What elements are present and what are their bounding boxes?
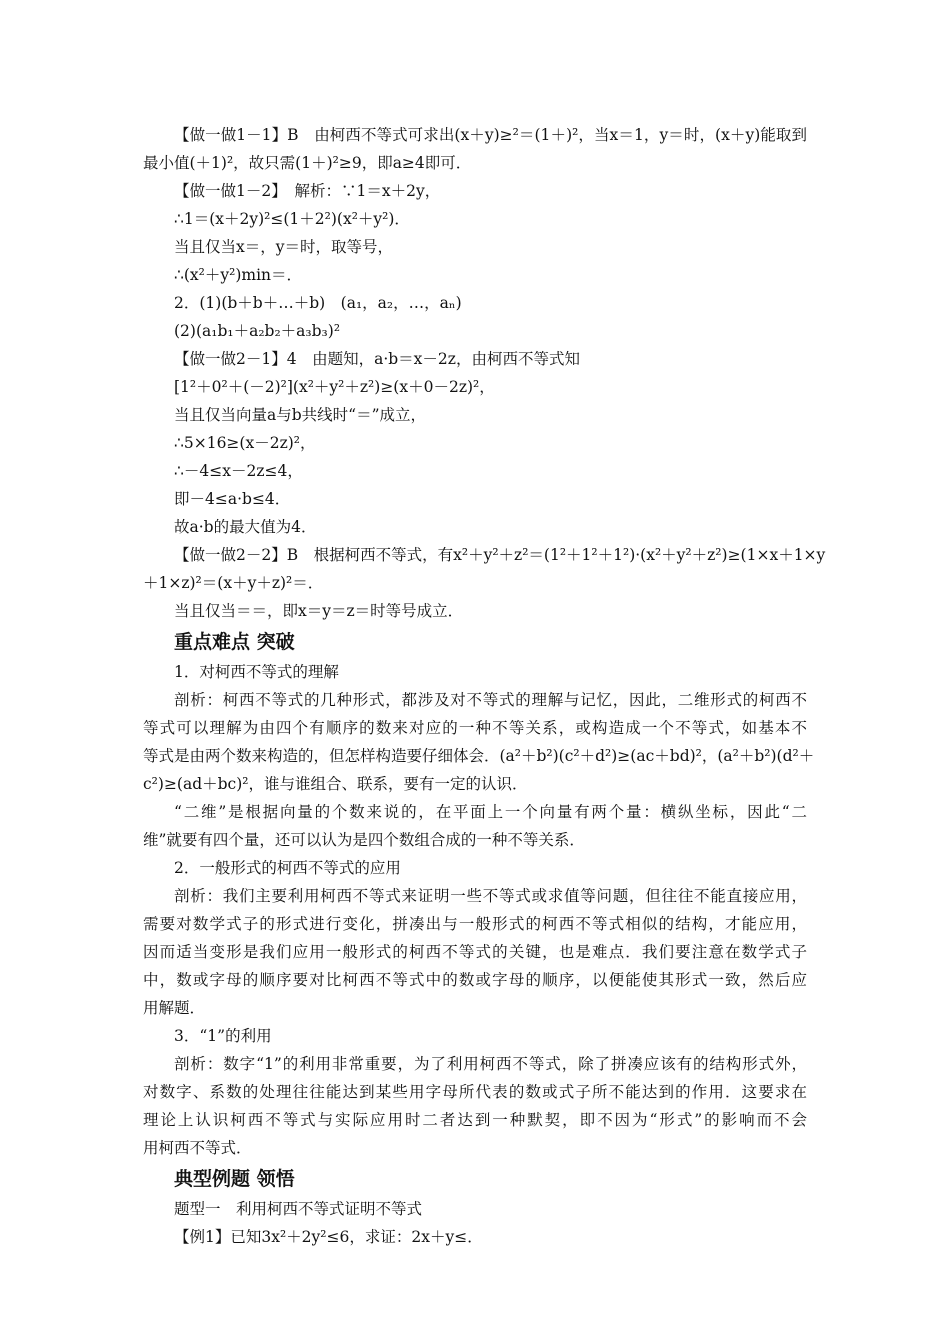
text-line: 即－4≤a·b≤4． [174,490,291,508]
subheading: 2．一般形式的柯西不等式的应用 [174,859,401,877]
text-line: 最小值(＋1)²，故只需(1＋)²≥9，即a≥4即可． [143,154,472,172]
document-body [143,121,826,1251]
text-line: 中，数或字母的顺序要对比柯西不等式中的数或字母的顺序，以便能使其形式一致，然后应 [143,971,807,989]
subheading: 题型一 利用柯西不等式证明不等式 [174,1200,423,1218]
section-heading: 典型例题 领悟 [174,1168,295,1190]
text-line: c²)≥(ad＋bc)²，谁与谁组合、联系，要有一定的认识． [143,775,528,793]
text-line: 需要对数学式子的形式进行变化，拼凑出与一般形式的柯西不等式相似的结构，才能应用， [143,915,807,933]
text-line: ＋1×z)²＝(x＋y＋z)²＝． [143,574,324,592]
subheading: 3．“1”的利用 [174,1027,272,1045]
text-line: 故a·b的最大值为4． [174,518,317,536]
text-line: 当且仅当向量a与b共线时“＝”成立， [174,406,427,424]
text-line: 当且仅当＝＝，即x＝y＝z＝时等号成立． [174,602,464,620]
text-line: (2)(a₁b₁＋a₂b₂＋a₃b₃)² [174,322,341,340]
text-line: 对数字、系数的处理往往能达到某些用字母所代表的数或式子所不能达到的作用．这要求在 [143,1083,807,1101]
text-line: 用解题． [143,999,206,1017]
text-line: ∴1＝(x＋2y)²≤(1＋2²)(x²＋y²)． [174,210,410,228]
text-line: ∴5×16≥(x－2z)²， [174,434,316,452]
section-heading: 重点难点 突破 [174,631,295,653]
text-line: 当且仅当x＝，y＝时，取等号， [174,238,393,256]
text-line: 【做一做2－2】B 根据柯西不等式，有x²＋y²＋z²＝(1²＋1²＋1²)·(x²＋y²＋z²)≥(1×x＋1×y [174,546,826,564]
text-line: 因而适当变形是我们应用一般形式的柯西不等式的关键，也是难点．我们要注意在数学式子 [143,943,807,961]
text-line: 理论上认识柯西不等式与实际应用时二者达到一种默契，即不因为“形式”的影响而不会 [143,1111,807,1129]
text-line: 2．(1)(b＋b＋…＋b) (a₁，a₂，…，aₙ) [174,294,462,312]
text-line: ∴－4≤x－2z≤4， [174,462,303,480]
text-line: 等式可以理解为由四个有顺序的数来对应的一种不等关系，或构造成一个不等式，如基本不 [143,719,807,737]
text-line: 剖析：数字“1”的利用非常重要，为了利用柯西不等式，除了拼凑应该有的结构形式外， [174,1055,807,1073]
text-line: 【例1】已知3x²＋2y²≤6，求证：2x＋y≤． [174,1228,483,1246]
text-line: 【做一做1－2】 解析：∵1＝x＋2y， [174,182,441,200]
text-line: 【做一做1－1】B 由柯西不等式可求出(x＋y)≥²＝(1＋)²，当x＝1，y＝时，(x＋y)能取到 [174,126,807,144]
text-line: 【做一做2－1】4 由题知，a·b＝x－2z，由柯西不等式知 [174,350,580,368]
text-line: 用柯西不等式． [143,1139,252,1157]
text-line: 等式是由两个数来构造的，但怎样构造要仔细体会．(a²＋b²)(c²＋d²)≥(ac＋bd)²，(a²＋b²)(d²＋ [143,747,815,765]
subheading: 1．对柯西不等式的理解 [174,663,339,681]
text-line: 剖析：柯西不等式的几种形式，都涉及对不等式的理解与记忆，因此，二维形式的柯西不 [174,691,807,709]
text-line: “二维”是根据向量的个数来说的，在平面上一个向量有两个量：横纵坐标，因此“二 [174,803,807,821]
text-line: ∴(x²＋y²)min＝． [174,266,303,284]
text-line: 维”就要有四个量，还可以认为是四个数组合成的一种不等关系． [143,831,585,849]
text-line: [1²＋0²＋(－2)²](x²＋y²＋z²)≥(x＋0－2z)²， [174,378,495,396]
text-line: 剖析：我们主要利用柯西不等式来证明一些不等式或求值等问题，但往往不能直接应用， [174,887,807,905]
